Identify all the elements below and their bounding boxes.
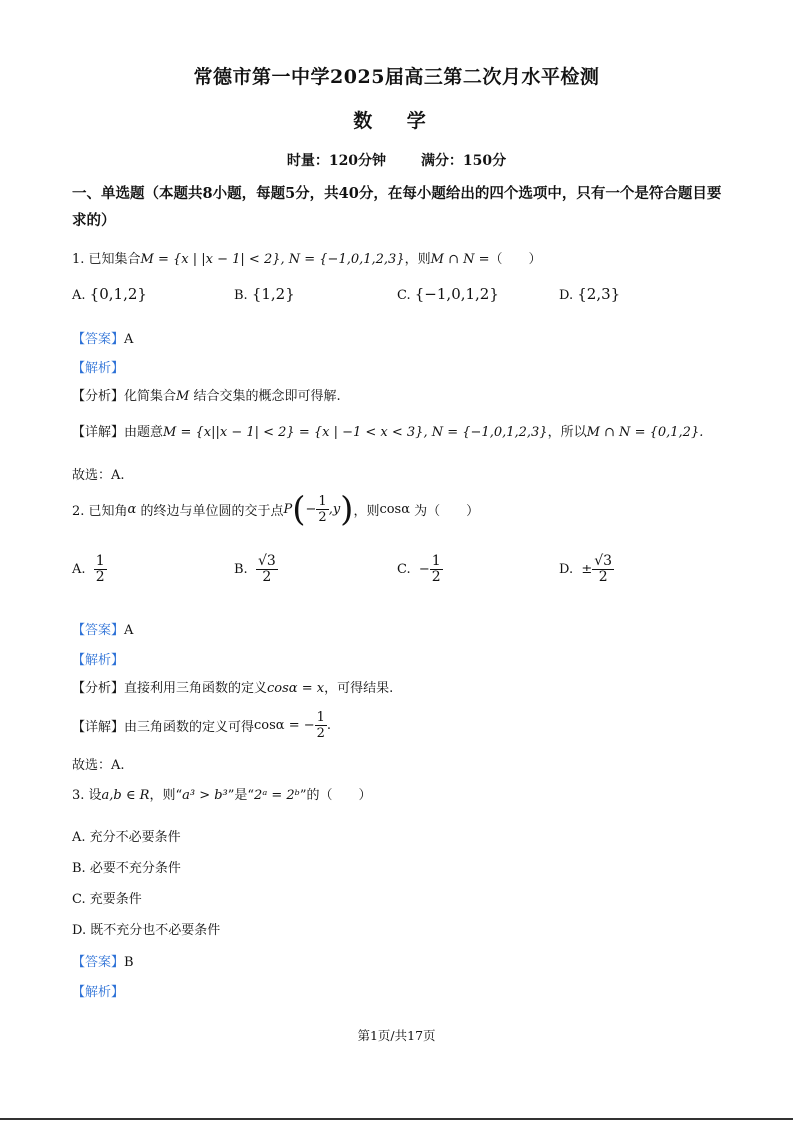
q3-stem-mid: ”是“ [227,788,255,803]
section-heading: 一、单选题（本题共8小题，每题5分，共40分，在每小题给出的四个选项中，只有一个是符合题目要求的） [72,185,722,229]
q2-alpha: α [127,502,137,517]
q2-conclusion: 故选：A. [72,758,125,773]
option-label: D. [559,562,574,577]
q2-y: ,y [328,502,341,517]
bottom-divider [0,1118,793,1120]
breakdown-tag: 【分析】 [72,681,125,696]
breakdown-math: cosα = x [267,681,325,696]
q1-detail [72,421,703,440]
q2-analysis-tag [72,649,124,668]
frac-den: 2 [431,569,441,585]
frac-den: 2 [256,569,278,585]
q3-stem-prefix: 3. 设 [72,788,102,803]
breakdown-var: M [176,389,190,404]
option-fraction [94,554,107,585]
option-label: C. [397,288,411,303]
q2-point: P [283,502,293,517]
answer-value: A [124,332,134,347]
answer-value: B [124,955,134,970]
q2-option-d [559,554,614,585]
q3-stem-end: ”的（ ） [299,788,372,803]
page-number: 第1页/共17页 [357,1028,436,1043]
detail-math: cosα = − [254,718,315,733]
breakdown-text: 结合交集的概念即可得解. [193,389,341,404]
option-fraction [592,554,614,585]
answer-value: A [124,623,134,638]
analysis-tag: 【解析】 [72,361,125,376]
detail-fraction [315,710,327,741]
q1-option-d [559,285,620,303]
q1-stem-prefix: 1. 已知集合 [72,252,141,267]
option-label: A. [72,830,86,845]
frac-den: 2 [592,569,614,585]
option-value: 必要不充分条件 [89,861,181,876]
q1-option-c [397,285,499,303]
option-value: 充要条件 [89,892,142,907]
option-value: {0,1,2} [89,285,147,303]
frac-num: 1 [431,553,441,569]
q3-option-b [72,857,181,876]
frac-num: 1 [316,710,325,725]
score-label: 满分：150分 [420,153,507,169]
option-value: 既不充分也不必要条件 [90,923,221,938]
option-label: B. [72,861,86,876]
breakdown-tag: 【分析】 [72,389,125,404]
answer-tag: 【答案】 [72,955,125,970]
frac-den: 2 [318,510,327,525]
option-prefix: ± [581,562,593,577]
q1-option-b [234,285,295,303]
q1-sets: M = {x | |x − 1| < 2}, N = {−1,0,1,2,3} [140,252,405,267]
frac-num: √3 [257,553,276,569]
q1-paren: （ ） [489,252,542,267]
q1-analysis-tag [72,357,124,376]
q3-vars: a,b ∈ R [101,788,150,803]
q2-stem-end: 为（ ） [414,504,480,519]
q3-option-d [72,919,220,938]
q3-cond2: 2ᵃ = 2ᵇ [254,788,300,803]
q2-answer [72,619,133,638]
exam-time-score [0,150,793,170]
option-prefix: − [418,562,430,577]
breakdown-text: 直接利用三角函数的定义 [124,681,268,696]
option-fraction [430,554,443,585]
q2-breakdown [72,677,393,696]
option-value: {−1,0,1,2} [414,285,499,303]
q2-option-b [234,554,278,585]
q2-minus: − [305,502,317,517]
q2-option-a [72,554,107,585]
q1-stem [72,248,542,267]
option-label: C. [397,562,411,577]
detail-text: 由题意 [124,425,164,440]
option-label: C. [72,892,86,907]
detail-result: M ∩ N = {0,1,2}. [586,425,704,440]
option-value: 充分不必要条件 [89,830,181,845]
q1-option-a [72,285,147,303]
frac-den: 2 [95,569,105,585]
analysis-tag: 【解析】 [72,985,125,1000]
answer-tag: 【答案】 [72,623,125,638]
frac-den: 2 [316,726,325,741]
q2-cos: cosα [379,502,411,517]
q2-fraction [316,494,328,525]
option-label: D. [559,288,574,303]
option-value: {1,2} [251,285,295,303]
breakdown-text: 化简集合 [124,389,177,404]
detail-text: ，所以 [547,425,587,440]
q1-conclusion: 故选：A. [72,468,125,483]
q3-option-a [72,826,181,845]
q3-cond1: a³ > b³ [182,788,228,803]
frac-num: 1 [318,494,327,509]
q1-expr: M ∩ N = [430,252,490,267]
right-paren-icon: ) [340,489,354,530]
left-paren-icon: ( [292,489,306,530]
q2-detail [72,710,331,741]
q3-option-c [72,888,142,907]
option-label: A. [72,562,86,577]
q1-breakdown [72,385,341,404]
frac-num: √3 [594,553,613,569]
exam-title: 常德市第一中学2025届高三第二次月水平检测 [193,66,600,88]
q2-option-c [397,554,443,585]
q3-answer [72,951,134,970]
option-label: B. [234,288,248,303]
frac-num: 1 [95,553,105,569]
q3-analysis-tag [72,981,124,1000]
option-fraction [256,554,278,585]
time-label: 时量：120分钟 [286,153,387,169]
q3-stem-mid: ，则“ [149,788,183,803]
exam-subject: 数 学 [353,110,440,132]
q2-stem-end: ，则 [353,504,380,519]
option-value: {2,3} [577,285,621,303]
breakdown-text: ，可得结果. [324,681,394,696]
answer-tag: 【答案】 [72,332,125,347]
option-label: D. [72,923,87,938]
detail-text: 由三角函数的定义可得 [124,720,255,735]
q1-answer [72,328,133,347]
option-label: A. [72,288,86,303]
analysis-tag: 【解析】 [72,653,125,668]
detail-math: M = {x||x − 1| < 2} = {x | −1 < x < 3}, N = {−1,0,1,2,3} [163,425,548,440]
detail-tag: 【详解】 [72,425,125,440]
q2-stem-prefix: 2. 已知角 [72,504,128,519]
detail-period: . [326,718,332,733]
detail-tag: 【详解】 [72,720,125,735]
q2-stem-mid: 的终边与单位圆的交于点 [140,504,284,519]
q1-stem-mid: ，则 [404,252,431,267]
q2-stem [72,489,480,530]
q3-stem [72,784,371,803]
option-label: B. [234,562,248,577]
